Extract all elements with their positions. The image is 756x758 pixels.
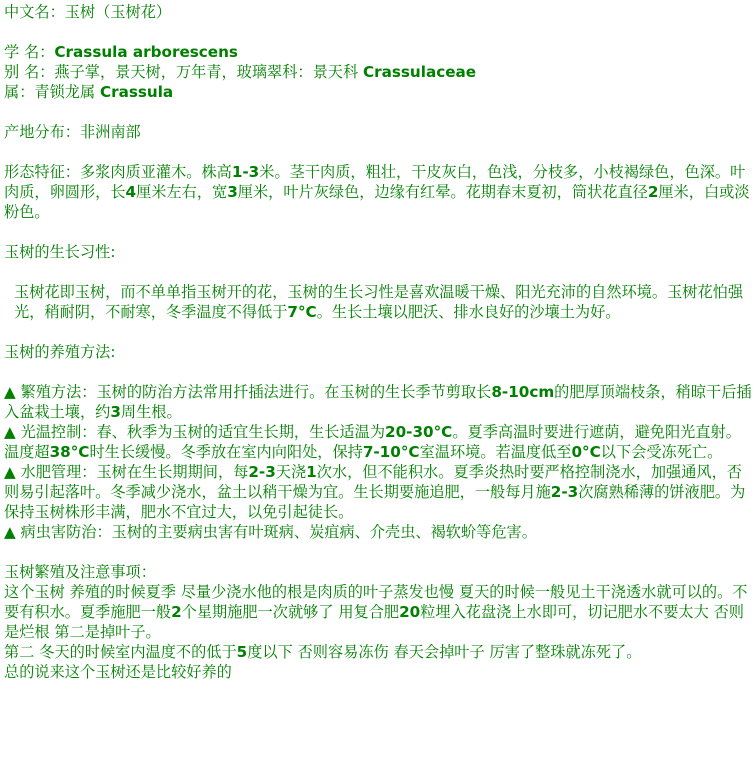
notes-text: 第二 冬天的时候室内温度不的低于: [4, 643, 237, 661]
spacer: [4, 322, 754, 342]
spacer: [4, 142, 754, 162]
method-text: 。夏季高温时要进行遮荫，避免阳光直射。温度超: [4, 423, 741, 461]
morph-text: 厘米，叶片灰绿色，边缘有红晕。花期春末夏初，筒状花直径: [237, 183, 648, 201]
method-number: 7-10°C: [362, 443, 420, 461]
method-text: ▲ 水肥管理：玉树在生长期期间，每: [4, 463, 249, 481]
water-fertilizer-item: [4, 462, 754, 522]
notes-text: 个星期施肥一次就够了 用复合肥: [181, 603, 400, 621]
method-number: 2-3: [248, 463, 276, 481]
habit-text: 玉树花即玉树，而不单单指玉树开的花，玉树的生长习性是喜欢温暖干燥、阳光充沛的自然环境。玉树花怕强光，稍耐阴，不耐寒，冬季温度不得低于: [14, 283, 743, 321]
alias-label: 别 名：: [4, 63, 55, 81]
habit-number: 7°C: [287, 303, 317, 321]
genus-label: 属：: [4, 83, 35, 101]
habit-paragraph: [4, 282, 754, 322]
morph-number: 3: [227, 183, 238, 201]
genus-line: [4, 82, 754, 102]
notes-heading: 玉树繁殖及注意事项：: [4, 563, 156, 581]
notes-number: 5: [236, 643, 248, 661]
morph-number: 2: [647, 183, 659, 201]
method-text: 次腐熟稀薄的饼液肥。为保持玉树株形丰满，肥水不宜过大，以免引起徒长。: [4, 483, 746, 521]
notes-number: 2: [171, 603, 182, 621]
morph-number: 1-3: [231, 163, 260, 181]
morph-text: 厘米左右，宽: [136, 183, 228, 201]
origin-line: 产地分布：非洲南部: [4, 123, 141, 141]
spacer: [4, 262, 754, 282]
pest-item: ▲ 病虫害防治：玉树的主要病虫害有叶斑病、炭疽病、介壳虫、褐软蚧等危害。: [4, 523, 537, 541]
spacer: [4, 542, 754, 562]
method-number: 38°C: [49, 443, 90, 461]
alias-line: [4, 62, 754, 82]
method-number: 2-3: [550, 483, 579, 501]
spacer: [4, 22, 754, 42]
method-text: 天浇: [275, 463, 307, 481]
method-text: 次水，但不能积水。夏季炎热时要严格控制浇水，加强通风，否则易引起落叶。冬季减少浇水，盆土以稍干燥为宜。生长期要施追肥，一般每月施: [4, 463, 742, 501]
morphology-paragraph: [4, 162, 754, 222]
notes-text: 度以下 否则容易冻伤 春天会掉叶子 厉害了整珠就冻死了。: [247, 643, 642, 661]
document-body: [4, 2, 754, 682]
method-text: 周生根。: [120, 403, 182, 421]
propagation-item: [4, 382, 754, 422]
method-text: 时生长缓慢。冬季放在室内向阳处，保持: [89, 443, 363, 461]
method-number: 3: [110, 403, 121, 421]
notes-paragraph-2: [4, 642, 754, 662]
method-number: 1: [306, 463, 317, 481]
chinese-name: 中文名：玉树（玉树花）: [4, 3, 172, 21]
method-number: 20-30°C: [385, 423, 453, 441]
habit-text: 。生长土壤以肥沃、排水良好的沙壤土为好。: [316, 303, 621, 321]
notes-text: 这个玉树 养殖的时候夏季 尽量少浇水他的根是肉质的叶子蒸发也慢 夏天的时候一般见土干浇透水就可以的。不要有积水。夏季施肥一般: [4, 583, 748, 621]
method-number: 8-10cm: [491, 383, 555, 401]
habit-heading: 玉树的生长习性:: [4, 243, 116, 261]
morph-text: 形态特征：多浆肉质亚灌木。株高: [4, 163, 232, 181]
notes-text: 粒埋入花盘浇上水即可，切记肥水不要太大 否则是烂根 第二是掉叶子。: [4, 603, 744, 641]
latin-name-line: [4, 42, 754, 62]
method-number: 0°C: [571, 443, 601, 461]
method-text: ▲ 繁殖方法：玉树的防治方法常用扦插法进行。在玉树的生长季节剪取长: [4, 383, 492, 401]
morph-text: 厘米，白或淡粉色。: [4, 183, 750, 221]
notes-number: 20: [399, 603, 421, 621]
notes-summary: 总的说来这个玉树还是比较好养的: [4, 663, 232, 681]
family-latin: Crassulaceae: [362, 63, 477, 81]
morph-text: 米。茎干肉质，粗壮，干皮灰白，色浅，分枝多，小枝褐绿色，色深。叶肉质，卵圆形，长: [4, 163, 746, 201]
method-text: 室温环境。若温度低至: [419, 443, 572, 461]
method-text: 以下会受冻死亡。: [600, 443, 723, 461]
spacer: [4, 362, 754, 382]
morph-number: 4: [125, 183, 137, 201]
method-heading: 玉树的养殖方法:: [4, 343, 116, 361]
genus-text: 青锁龙属: [34, 83, 100, 101]
genus-latin: Crassula: [99, 83, 174, 101]
method-text: 的肥厚顶端枝条，稍晾干后插入盆栽土壤，约: [4, 383, 752, 421]
alias-text: 燕子掌，景天树，万年青，玻璃翠科：景天科: [54, 63, 363, 81]
latin-label: 学 名：: [4, 43, 55, 61]
spacer: [4, 102, 754, 122]
method-text: ▲ 光温控制：春、秋季为玉树的适宜生长期，生长适温为: [4, 423, 386, 441]
notes-paragraph-1: [4, 582, 754, 642]
spacer: [4, 222, 754, 242]
latin-name: Crassula arborescens: [54, 43, 238, 61]
light-temp-item: [4, 422, 754, 462]
